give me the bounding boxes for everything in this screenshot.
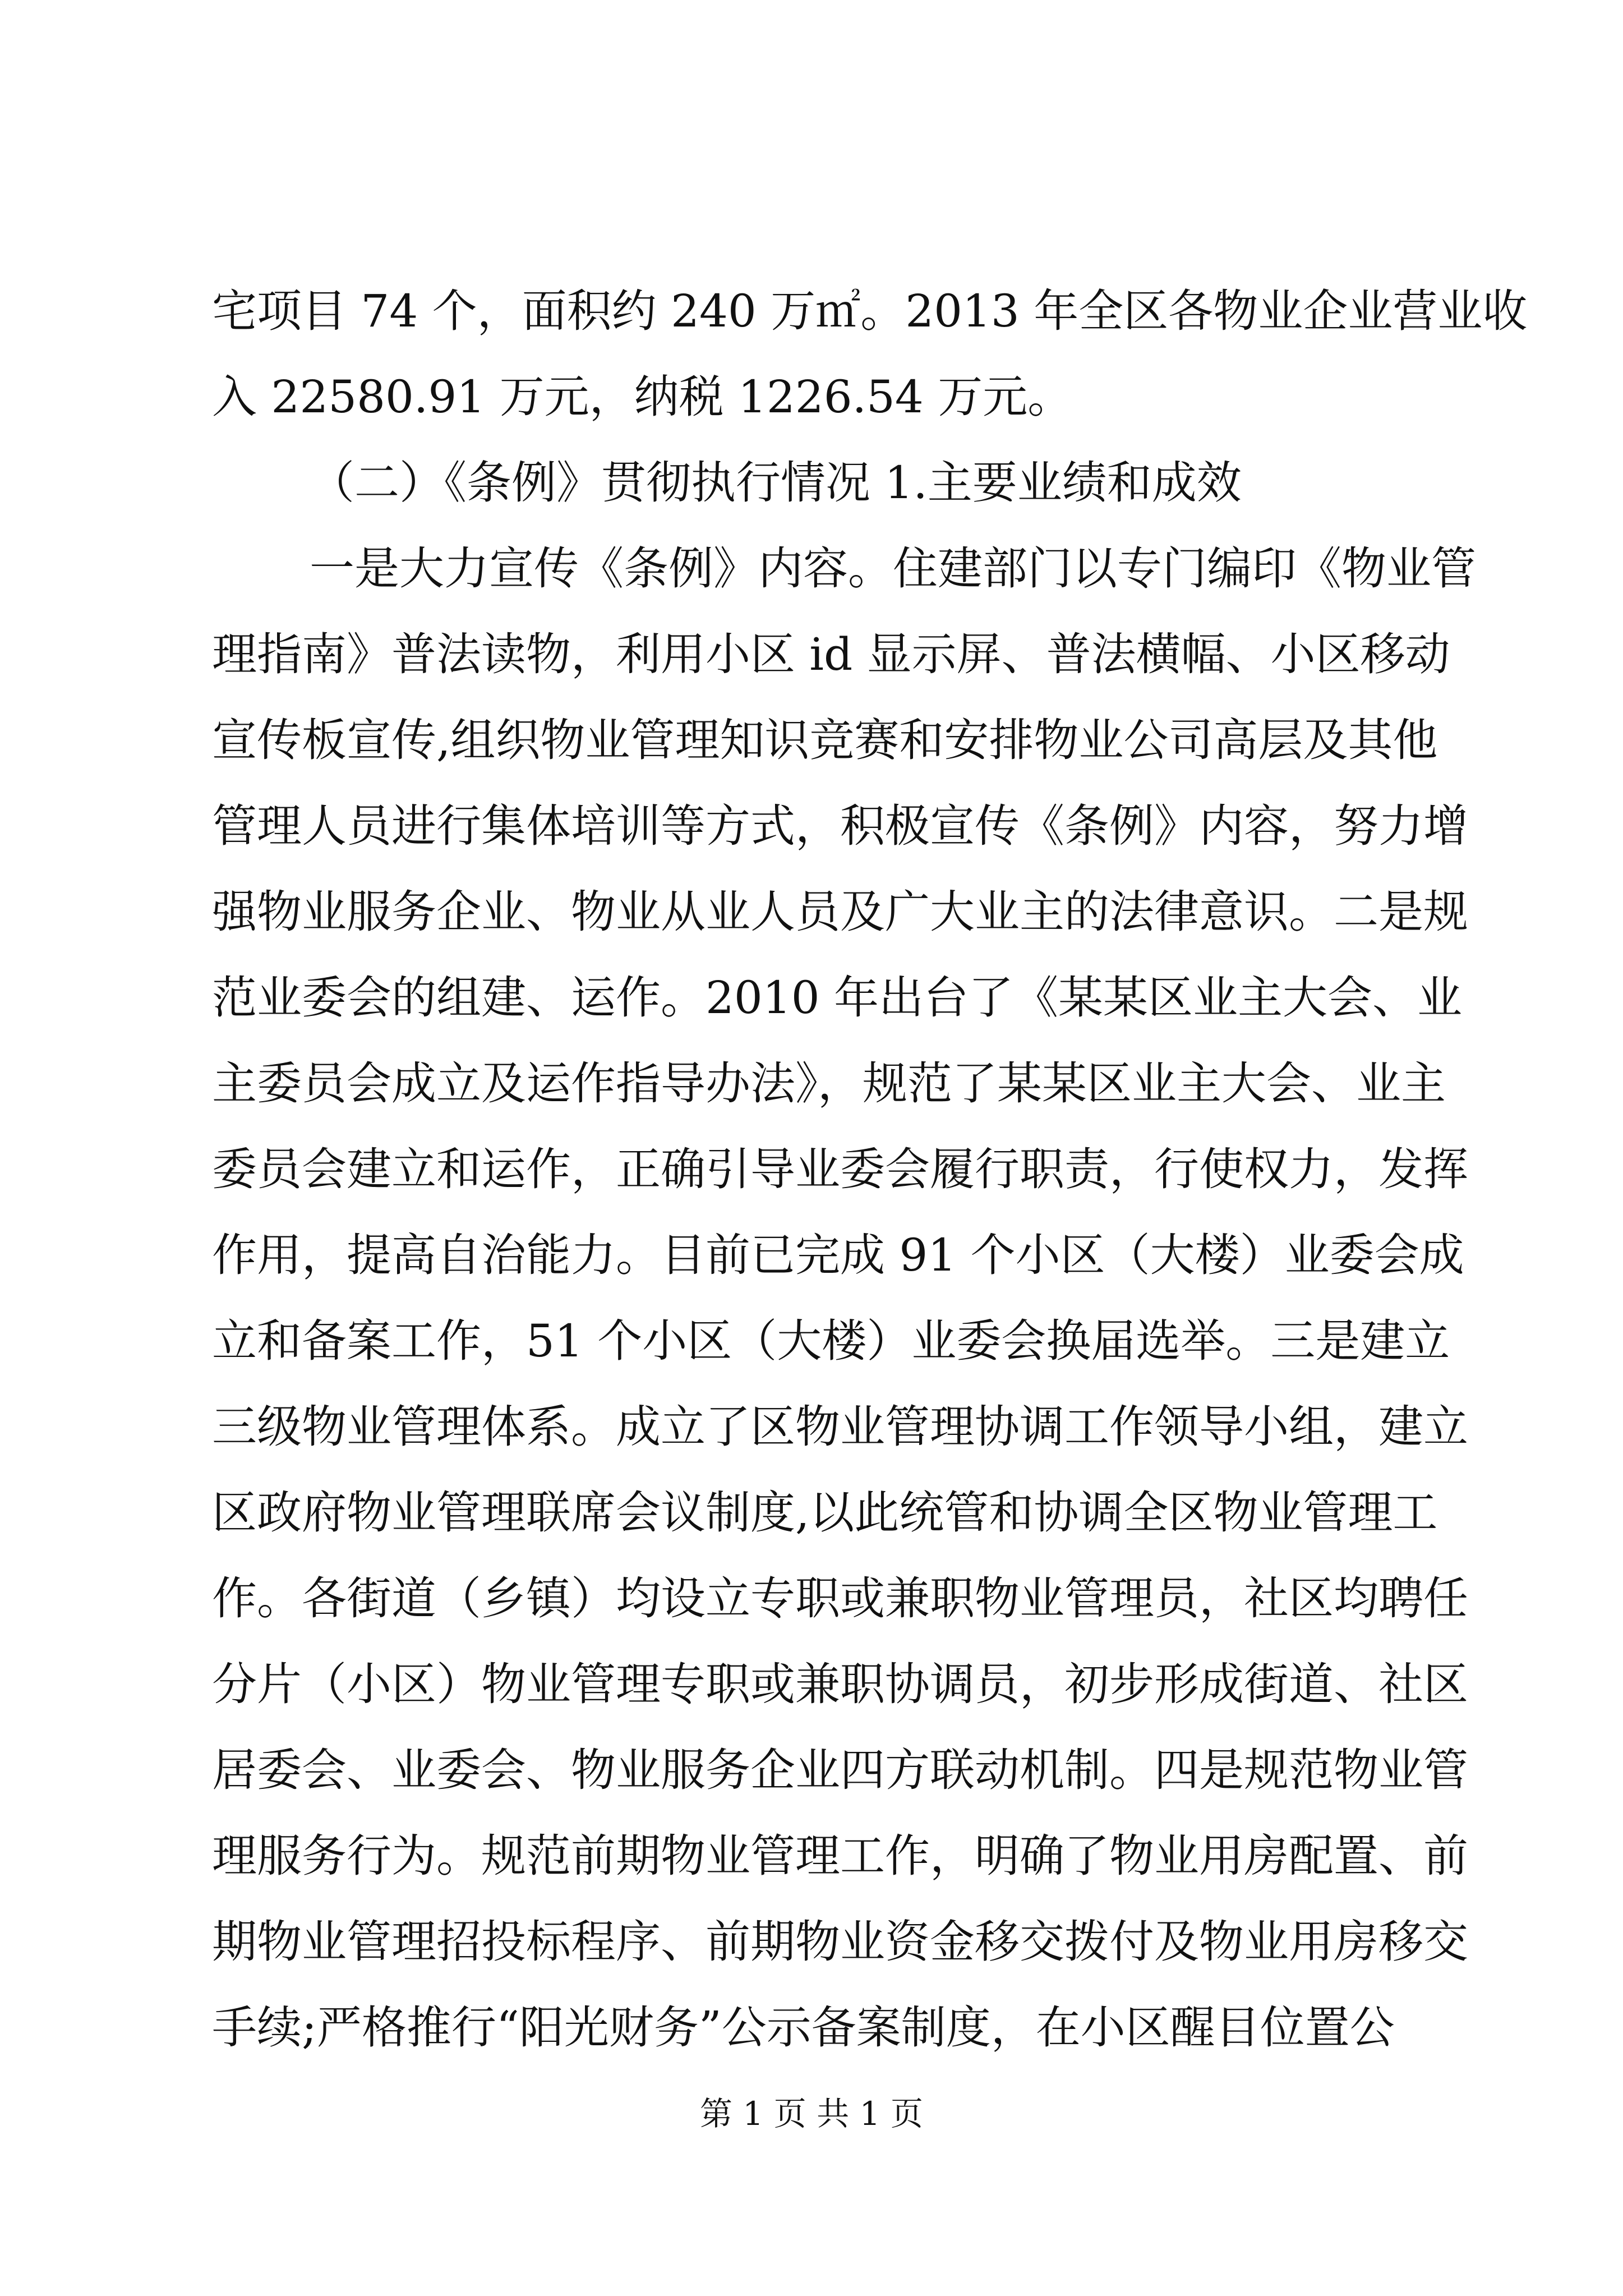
text-line-9: 范业委会的组建、运作。2010 年出台了《某某区业主大会、业: [212, 972, 1463, 1024]
text-line-11: 委员会建立和运作，正确引导业委会履行职责，行使权力，发挥: [212, 1143, 1468, 1195]
text-line-15: 区政府物业管理联席会议制度,以此统管和协调全区物业管理工: [212, 1487, 1438, 1539]
text-line-19: 理服务行为。规范前期物业管理工作，明确了物业用房配置、前: [212, 1830, 1468, 1882]
text-line-13: 立和备案工作，51 个小区（大楼）业委会换届选举。三是建立: [212, 1315, 1450, 1367]
text-line-5: 理指南》普法读物，利用小区 id 显示屏、普法横幅、小区移动: [212, 628, 1450, 680]
text-line-17: 分片（小区）物业管理专职或兼职协调员，初步形成街道、社区: [212, 1658, 1468, 1710]
text-line-12: 作用，提高自治能力。目前已完成 91 个小区（大楼）业委会成: [212, 1229, 1464, 1281]
text-line-20: 期物业管理招投标程序、前期物业资金移交拨付及物业用房移交: [212, 1916, 1468, 1968]
text-line-10: 主委员会成立及运作指导办法》，规范了某某区业主大会、业主: [212, 1057, 1446, 1110]
text-line-8: 强物业服务企业、物业从业人员及广大业主的法律意识。二是规: [212, 886, 1468, 938]
text-line-21: 手续;严格推行“阳光财务”公示备案制度，在小区醒目位置公: [212, 2001, 1395, 2054]
page-footer: 第 1 页 共 1 页: [700, 2095, 923, 2133]
text-line-4: 一是大力宣传《条例》内容。住建部门以专门编印《物业管: [310, 542, 1476, 595]
text-line-14: 三级物业管理体系。成立了区物业管理协调工作领导小组，建立: [212, 1401, 1468, 1453]
text-line-1: 宅项目 74 个，面积约 240 万㎡。2013 年全区各物业企业营业收: [212, 285, 1528, 337]
text-line-16: 作。各街道（乡镇）均设立专职或兼职物业管理员，社区均聘任: [212, 1572, 1468, 1625]
text-line-6: 宣传板宣传,组织物业管理知识竞赛和安排物业公司高层及其他: [212, 714, 1438, 766]
text-line-7: 管理人员进行集体培训等方式，积极宣传《条例》内容，努力增: [212, 800, 1468, 852]
text-line-18: 居委会、业委会、物业服务企业四方联动机制。四是规范物业管: [212, 1744, 1468, 1796]
section-heading: （二）《条例》贯彻执行情况 1.主要业绩和成效: [310, 457, 1242, 509]
text-line-2: 入 22580.91 万元，纳税 1226.54 万元。: [212, 371, 1073, 423]
